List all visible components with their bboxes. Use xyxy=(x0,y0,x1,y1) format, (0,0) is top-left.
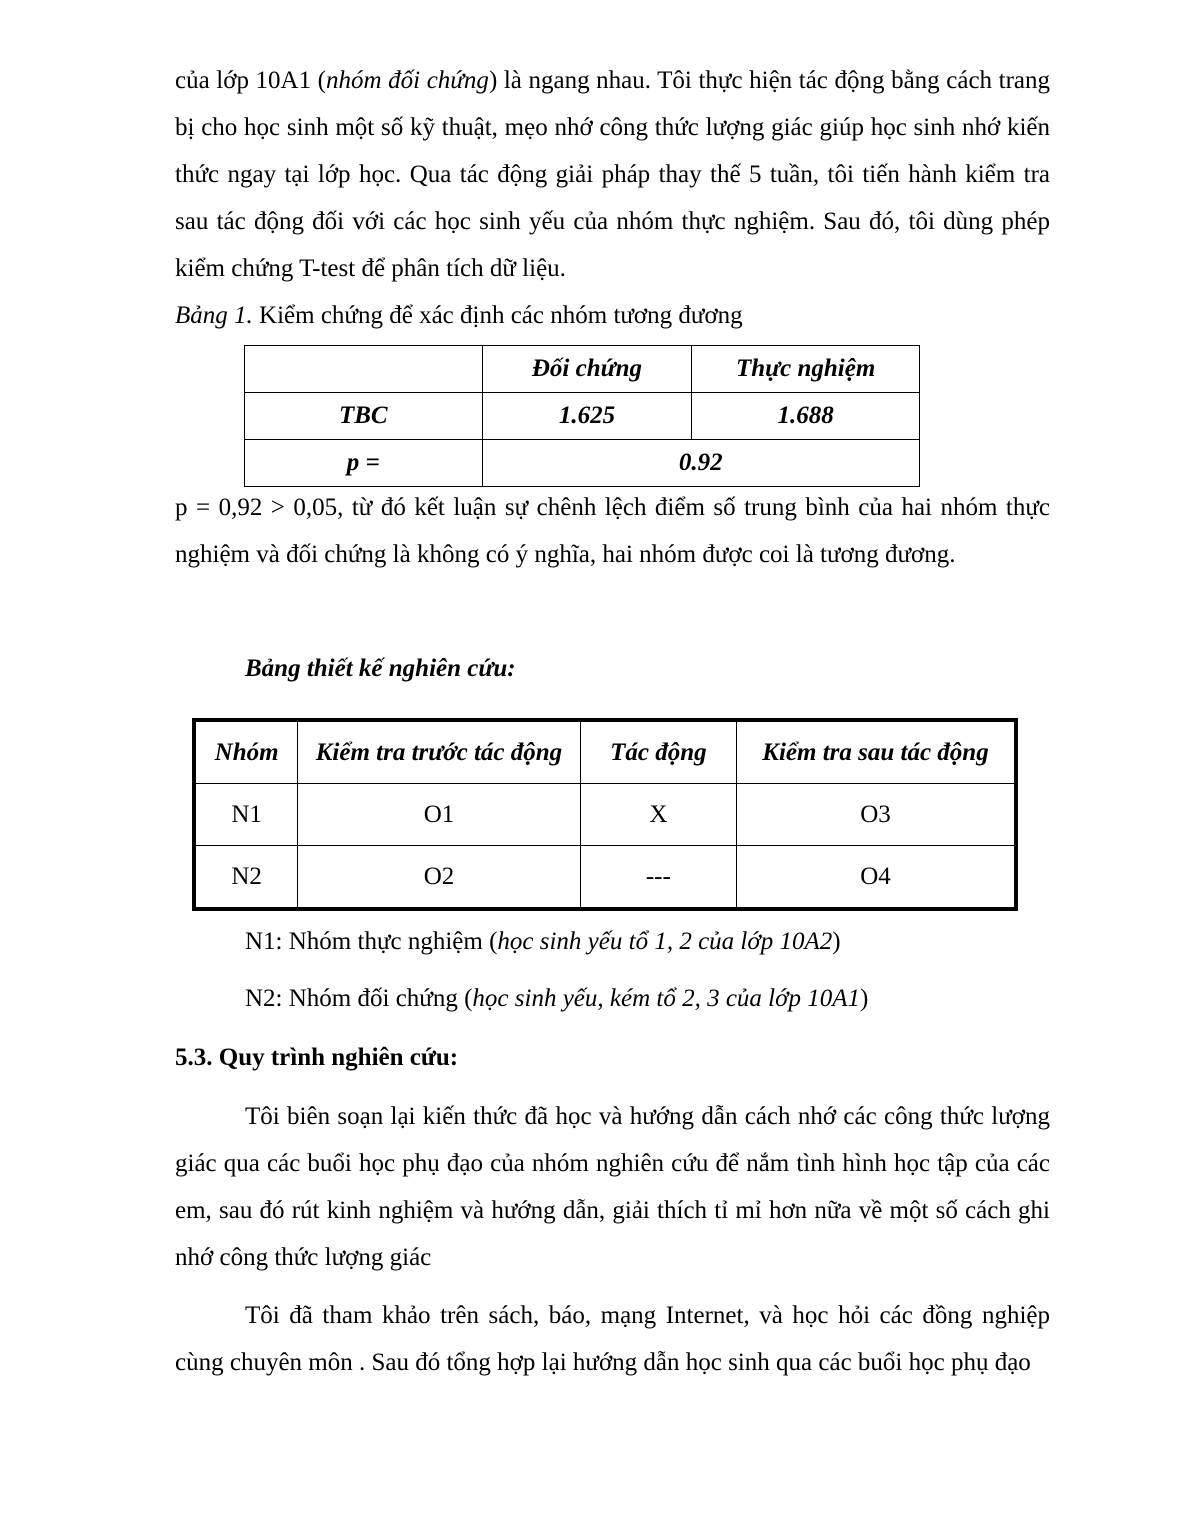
equivalence-table xyxy=(244,345,920,487)
intro-text-b: ) là ngang nhau. Tôi thực hiện tác động bằng cách trang bị cho học sinh một số kỹ thuật, mẹo nhớ công thức lượng giác giúp học sinh nhớ kiến thức ngay tại lớp học. Qua tác động giải pháp thay thế 5 tuần, tôi tiến hành kiểm tra sau tác động đối với các học sinh yếu của nhóm thực nghiệm. Sau đó, tôi dùng phép kiểm chứng T-test để phân tích dữ liệu. xyxy=(175,67,1051,282)
table-header-cell: Kiểm tra trước tác động xyxy=(298,720,580,784)
table-header-cell: Kiểm tra sau tác động xyxy=(736,720,1016,784)
table1-caption-text: Kiểm chứng để xác định các nhóm tương đương xyxy=(252,302,743,329)
table-cell: 1.688 xyxy=(692,393,920,440)
intro-text-emphasis: nhóm đối chứng xyxy=(326,67,489,94)
note-n2-emphasis: học sinh yếu, kém tổ 2, 3 của lớp 10A1 xyxy=(472,985,860,1012)
table-cell: 1.625 xyxy=(482,393,692,440)
table-cell: O3 xyxy=(736,784,1016,846)
table-row xyxy=(245,346,920,393)
note-n1-text: N1: Nhóm thực nghiệm ( xyxy=(245,928,498,955)
table-cell: p = xyxy=(245,440,483,487)
note-n2-text: N2: Nhóm đối chứng ( xyxy=(245,985,473,1012)
intro-paragraph xyxy=(175,57,1050,292)
table-cell: X xyxy=(580,784,736,846)
table1-caption xyxy=(175,296,743,336)
procedure-paragraph-2: Tôi đã tham khảo trên sách, báo, mạng Internet, và học hỏi các đồng nghiệp cùng chuyên môn . Sau đó tổng hợp lại hướng dẫn học sinh qua các buổi học phụ đạo xyxy=(175,1302,1050,1376)
table-row xyxy=(245,393,920,440)
note-n1-close: ) xyxy=(832,928,841,955)
table1-caption-label: Bảng 1. xyxy=(175,302,253,329)
conclusion-paragraph: p = 0,92 > 0,05, từ đó kết luận sự chênh lệch điểm số trung bình của hai nhóm thực nghiệm và đối chứng là không có ý nghĩa, hai nhóm được coi là tương đương. xyxy=(175,494,1050,568)
intro-text-a: của lớp 10A1 ( xyxy=(175,67,327,94)
table-cell: N1 xyxy=(194,784,298,846)
note-n2 xyxy=(245,979,868,1019)
table-header-cell: Thực nghiệm xyxy=(692,346,920,393)
table-cell: TBC xyxy=(245,393,483,440)
table-cell: --- xyxy=(580,846,736,910)
table-cell xyxy=(245,346,483,393)
table-header-cell: Tác động xyxy=(580,720,736,784)
section-heading: 5.3. Quy trình nghiên cứu: xyxy=(175,1044,459,1071)
research-design-table xyxy=(192,718,1018,911)
table-cell: O4 xyxy=(736,846,1016,910)
table-row xyxy=(194,784,1016,846)
table-cell: 0.92 xyxy=(482,440,919,487)
table-cell: O1 xyxy=(298,784,580,846)
note-n1 xyxy=(245,922,841,962)
table-row xyxy=(194,720,1016,784)
note-n2-close: ) xyxy=(859,985,869,1012)
design-table-title: Bảng thiết kế nghiên cứu: xyxy=(245,655,516,682)
procedure-paragraph-1: Tôi biên soạn lại kiến thức đã học và hướng dẫn cách nhớ các công thức lượng giác qua các buổi học phụ đạo của nhóm nghiên cứu để nắm tình hình học tập của các em, sau đó rút kinh nghiệm và hướng dẫn, giải thích tỉ mỉ hơn nữa về một số cách ghi nhớ công thức lượng giác xyxy=(175,1103,1050,1271)
note-n1-emphasis: học sinh yếu tổ 1, 2 của lớp 10A2 xyxy=(497,928,833,955)
table-cell: O2 xyxy=(298,846,580,910)
table-row xyxy=(194,846,1016,910)
table-row xyxy=(245,440,920,487)
table-header-cell: Đối chứng xyxy=(482,346,692,393)
table-header-cell: Nhóm xyxy=(194,720,298,784)
table-cell: N2 xyxy=(194,846,298,910)
